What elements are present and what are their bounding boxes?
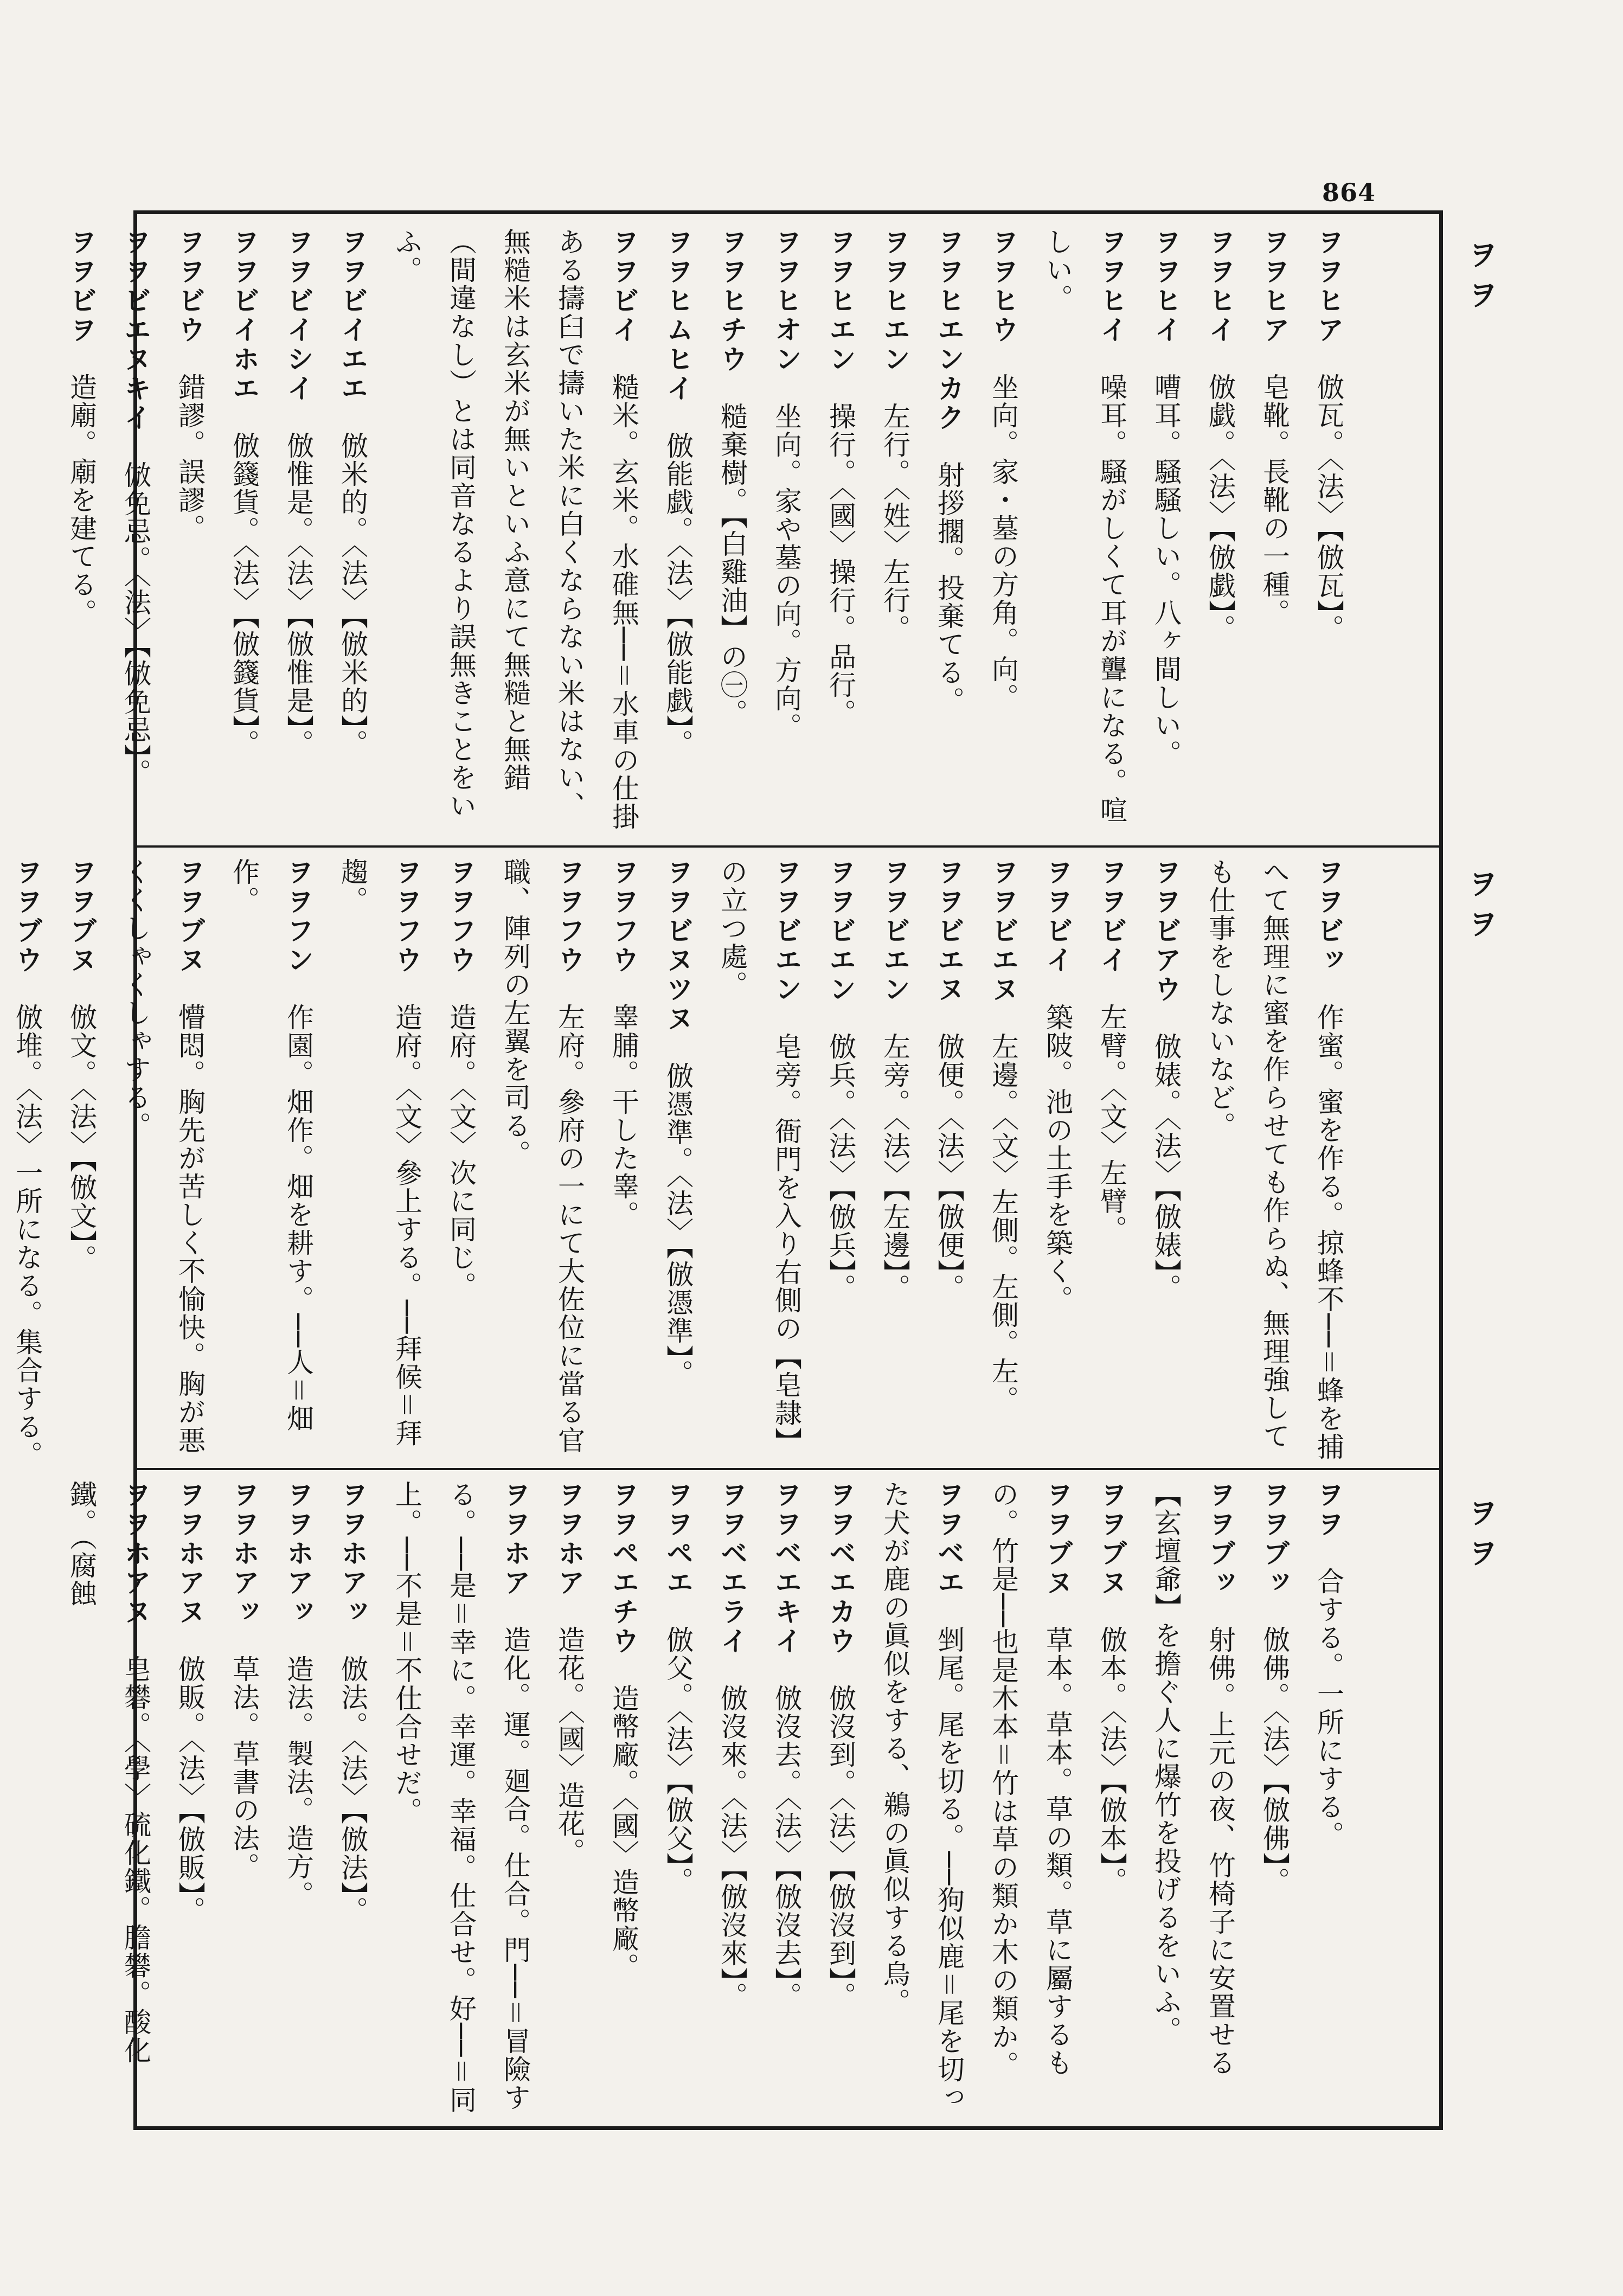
entry-definition: 倣沒到。〈法〉【倣沒到】。 [825, 1684, 856, 2010]
entry-headword: ヲヲビエヌキイ [120, 228, 151, 433]
entry-definition: 倣兵。〈法〉【倣兵】。 [825, 1032, 856, 1302]
entry-definition: 皂礬。〈學〉硫化鐵。膽礬。酸化鐵。（腐蝕 [66, 1480, 151, 2064]
dictionary-entry [705, 228, 759, 835]
entry-definition: 倣沒去。〈法〉【倣沒去】。 [771, 1684, 802, 2010]
dictionary-entry [217, 228, 271, 835]
entry-definition: 糙棄樹。【白雞油】の㊀。 [716, 402, 748, 727]
entry-definition: 倣籛貨。〈法〉【倣籛貨】。 [228, 432, 260, 758]
entry-definition: 懵悶。胸先が苦しく不愉快。胸が悪くくしゃくしゃする。 [120, 858, 206, 1454]
dictionary-entry [705, 1480, 759, 2120]
dictionary-section [66, 228, 1356, 835]
entry-definition: 造法。製法。造方。 [283, 1655, 314, 1909]
dictionary-entry [108, 228, 163, 835]
entry-headword: ヲヲヒア [1259, 228, 1290, 345]
dictionary-entry [1030, 228, 1139, 835]
entry-definition: 坐向。家・墓の方角。向。 [987, 373, 1019, 711]
entry-definition: 造府。〈文〉次に同じ。 [445, 1003, 477, 1300]
dictionary-entry [976, 858, 1030, 1476]
entry-headword: ヲヲビイ [1096, 858, 1127, 975]
entry-definition: 倣瓦。〈法〉【倣瓦】。 [1313, 373, 1344, 643]
entry-definition: 錯謬。誤謬。 [174, 373, 206, 542]
entry-definition: 皂旁。衙門を入り右側の【皂隷】の立つ處。 [716, 858, 802, 1455]
dictionary-entry [596, 858, 651, 1476]
dictionary-entry [325, 228, 380, 835]
entry-definition: 左臂。〈文〉左臂。 [1096, 1003, 1127, 1243]
entry-headword: ヲヲホア [499, 1480, 531, 1598]
entry-headword: ヲヲフウ [445, 858, 477, 975]
dictionary-entry [217, 1480, 271, 2120]
entry-headword: ヲヲペエチウ [608, 1480, 639, 1656]
dictionary-entry [54, 228, 108, 835]
entry-headword: ヲヲヒエン [825, 228, 856, 374]
dictionary-entry [922, 858, 976, 1476]
entry-headword: ヲヲビエン [879, 858, 910, 1004]
entry-definition: 操行。〈國〉操行。品行。 [825, 402, 856, 727]
entry-headword: ヲヲヒムヒイ [662, 228, 694, 403]
entry-headword: ヲヲブヌ [66, 858, 97, 975]
entry-definition: 築陂。池の土手を築く。 [1042, 1003, 1073, 1313]
dictionary-entry [868, 858, 922, 1476]
entry-headword: ヲヲホアッ [228, 1480, 260, 1627]
dictionary-entry [705, 858, 813, 1476]
entry-headword: ヲヲベエライ [716, 1480, 748, 1656]
entry-headword: ヲヲフン [283, 858, 314, 975]
entry-definition: 睾脯。干した睾。 [608, 1003, 639, 1229]
entry-definition: 合する。一所にする。 [1313, 1567, 1344, 1849]
entry-headword: ヲヲビッ [1313, 858, 1344, 975]
dictionary-section [11, 858, 1356, 1476]
entry-headword: ヲヲヒイ [1204, 228, 1236, 345]
entry-headword: ヲヲベエカウ [825, 1480, 856, 1656]
entry-definition: 剉尾。尾を切る。──狗似鹿＝尾を切った犬が鹿の眞似をする、鵜の眞似する烏。 [879, 1480, 965, 2112]
entry-definition: 左邊。〈文〉左側。左側。左。 [987, 1032, 1019, 1414]
dictionary-entry [0, 858, 54, 1476]
entry-definition: 倣文。〈法〉【倣文】。 [66, 1003, 97, 1273]
dictionary-entry [1247, 228, 1301, 835]
dictionary-entry [759, 1480, 813, 2120]
dictionary-entry [380, 228, 651, 835]
entry-definition: 射佛。上元の夜、竹椅子に安置せる【玄壇爺】を擔ぐ人に爆竹を投げるをいふ。 [1150, 1480, 1236, 2077]
entry-headword: ヲヲビエン [771, 858, 802, 1004]
entry-headword: ヲヲヒウ [987, 228, 1019, 345]
entry-definition: 倣本。〈法〉【倣本】。 [1096, 1626, 1127, 1895]
entry-headword: ヲヲペエ [662, 1480, 694, 1598]
entry-definition: 造幣廠。〈國〉造幣廠。 [608, 1684, 639, 1981]
entry-definition: 作蜜。蜜を作る。掠蜂不──＝蜂を捕へて無理に蜜を作らせても作らぬ、無理強しても仕事をしないなど。 [1204, 858, 1344, 1461]
entry-definition: 倣婊。〈法〉【倣婊】。 [1150, 1032, 1182, 1302]
dictionary-entry [1247, 1480, 1301, 2120]
dictionary-entry [271, 1480, 325, 2120]
entry-headword: ヲヲヒイ [1096, 228, 1127, 345]
entry-definition: 倣惟是。〈法〉【倣惟是】。 [283, 432, 314, 758]
entry-headword: ヲヲブヌ [1096, 1480, 1127, 1598]
dictionary-entry [54, 858, 108, 1476]
entry-definition: 皂靴。長靴の一種。 [1259, 373, 1290, 627]
dictionary-entry [1085, 1480, 1139, 2120]
entry-definition: 射拶擱。投棄てる。 [933, 461, 965, 715]
entry-headword: ヲヲビエヌ [987, 858, 1019, 1004]
entry-definition: 倣沒來。〈法〉【倣沒來】。 [716, 1684, 748, 2010]
dictionary-entry [759, 228, 813, 835]
page-number: 864 [1322, 178, 1376, 207]
entry-definition: 造府。〈文〉參上する。──拜候＝拜趨。 [337, 858, 422, 1448]
dictionary-entry [813, 858, 868, 1476]
dictionary-entry [813, 228, 868, 835]
entry-headword: ヲヲ [1313, 1480, 1344, 1539]
dictionary-entry [813, 1480, 868, 2120]
side-label: ヲヲ [1463, 239, 1498, 319]
dictionary-entry [1301, 1480, 1356, 2120]
dictionary-entry [976, 1480, 1085, 2120]
dictionary-entry [596, 1480, 651, 2120]
entry-definition: 倣法。〈法〉【倣法】。 [337, 1655, 368, 1925]
dictionary-entry [1085, 858, 1139, 1476]
dictionary-entry [271, 228, 325, 835]
entry-definition: 倣佛。〈法〉【倣佛】。 [1259, 1626, 1290, 1895]
entry-headword: ヲヲフウ [391, 858, 422, 975]
dictionary-entry [1193, 858, 1356, 1476]
dictionary-entry [325, 1480, 380, 2120]
dictionary-entry [488, 858, 596, 1476]
dictionary-entry [163, 228, 217, 835]
entry-headword: ヲヲヒア [1313, 228, 1344, 345]
dictionary-entry [163, 1480, 217, 2120]
entry-definition: 倣能戯。〈法〉【倣能戯】。 [662, 432, 694, 758]
entry-definition: 左旁。〈法〉【左邊】。 [879, 1032, 910, 1302]
entry-headword: ヲヲビイエエ [337, 228, 368, 403]
entry-definition: 坐向。家や墓の向。方向。 [771, 402, 802, 741]
entry-headword: ヲヲビイシイ [283, 228, 314, 403]
entry-definition: 造化。運。廻合。仕合。門──＝冒險する。──是＝幸に。幸運。幸福。仕合せ。好──＝同上。──不是＝不仕合せだ。 [391, 1480, 531, 2114]
section-divider [137, 845, 1439, 848]
dictionary-entry [868, 1480, 976, 2120]
entry-headword: ヲヲベエキイ [771, 1480, 802, 1656]
entry-definition: 倣堆。〈法〉一所になる。集合する。 [11, 1003, 43, 1469]
entry-definition: 倣父。〈法〉【倣父】。 [662, 1626, 694, 1895]
dictionary-entry [922, 228, 976, 835]
dictionary-entry [54, 1480, 163, 2120]
entry-headword: ヲヲブッ [1259, 1480, 1290, 1598]
dictionary-section [66, 1480, 1356, 2120]
dictionary-entry [976, 228, 1030, 835]
entry-headword: ヲヲビイホエ [228, 228, 260, 403]
entry-headword: ヲヲヒエンカク [933, 228, 965, 433]
entry-definition: 倣免忌。〈法〉【倣免忌】。 [120, 461, 151, 787]
entry-definition: 倣米的。〈法〉【倣米的】。 [337, 432, 368, 758]
entry-headword: ヲヲブッ [1204, 1480, 1236, 1598]
entry-headword: ヲヲホアヌ [120, 1480, 151, 1627]
dictionary-entry [217, 858, 325, 1476]
dictionary-entry [325, 858, 434, 1476]
dictionary-entry [1139, 1480, 1247, 2120]
dictionary-entry [651, 858, 705, 1476]
entry-headword: ヲヲブヌ [1042, 1480, 1073, 1598]
entry-definition: 造廟。廟を建てる。 [66, 373, 97, 627]
entry-headword: ヲヲホアッ [337, 1480, 368, 1627]
entry-headword: ヲヲビエヌ [933, 858, 965, 1004]
dictionary-entry [651, 1480, 705, 2120]
entry-headword: ヲヲホアヌ [174, 1480, 206, 1627]
entry-definition: 草法。草書の法。 [228, 1655, 260, 1881]
dictionary-entry [1139, 858, 1193, 1476]
entry-headword: ヲヲヒイ [1150, 228, 1182, 345]
dictionary-entry [542, 1480, 596, 2120]
entry-headword: ヲヲフウ [554, 858, 585, 975]
entry-headword: ヲヲベエ [933, 1480, 965, 1598]
dictionary-entry [651, 228, 705, 835]
side-label: ヲヲ [1463, 868, 1498, 948]
entry-definition: 倣販。〈法〉【倣販】。 [174, 1655, 206, 1925]
dictionary-entry [108, 858, 217, 1476]
side-label: ヲヲ [1463, 1497, 1498, 1577]
entry-headword: ヲヲホアッ [283, 1480, 314, 1627]
entry-headword: ヲヲブヌ [174, 858, 206, 975]
entry-headword: ヲヲブウ [11, 858, 43, 975]
entry-definition: 噪耳。騒がしくて耳が聾になる。喧しい。 [1042, 228, 1127, 824]
entry-headword: ヲヲビイ [1042, 858, 1073, 975]
dictionary-entry [380, 1480, 542, 2120]
entry-headword: ヲヲビウ [174, 228, 206, 345]
entry-definition: 嘈耳。騒騒しい。八ヶ間しい。 [1150, 373, 1182, 768]
dictionary-entry [1193, 228, 1247, 835]
entry-definition: 左府。參府の一にて大佐位に當る官職、陣列の左翼を司る。 [499, 858, 585, 1454]
dictionary-entry [1030, 858, 1085, 1476]
entry-headword: ヲヲビイ [608, 228, 639, 345]
entry-definition: 左行。〈姓〉左行。 [879, 402, 910, 643]
entry-definition: 糙米。玄米。水碓無──＝水車の仕掛ある擣臼で擣いた米に白くならない米はない、無糙米は玄米が無いといふ意にて無糙と無錯（間違なし）とは同音なるより誤無きことをいふ。 [391, 228, 639, 831]
dictionary-entry [1139, 228, 1193, 835]
entry-headword: ヲヲビヲ [66, 228, 97, 345]
entry-headword: ヲヲホア [554, 1480, 585, 1598]
entry-headword: ヲヲヒエン [879, 228, 910, 374]
dictionary-entry [1301, 228, 1356, 835]
entry-definition: 草本。草本。草の類。草に屬するもの。竹是──也是木本＝竹は草の類か木の類か。 [987, 1480, 1073, 2080]
entry-headword: ヲヲビエン [825, 858, 856, 1004]
entry-headword: ヲヲビアウ [1150, 858, 1182, 1004]
entry-headword: ヲヲヒオン [771, 228, 802, 374]
entry-definition: 作園。畑作。畑を耕す。──人＝畑作。 [228, 858, 314, 1433]
entry-headword: ヲヲフウ [608, 858, 639, 975]
entry-headword: ヲヲビヌツヌ [662, 858, 694, 1034]
entry-headword: ヲヲヒチウ [716, 228, 748, 374]
entry-definition: 倣憑準。〈法〉【倣憑準】。 [662, 1062, 694, 1388]
dictionary-entry [868, 228, 922, 835]
entry-definition: 造花。〈國〉造花。 [554, 1626, 585, 1866]
entry-definition: 倣便。〈法〉【倣便】。 [933, 1032, 965, 1302]
dictionary-entry [434, 858, 488, 1476]
entry-definition: 倣戯。〈法〉【倣戯】。 [1204, 373, 1236, 643]
